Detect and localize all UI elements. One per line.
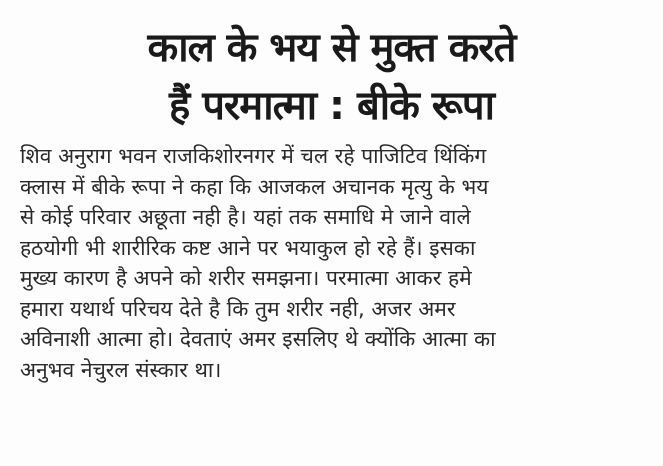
headline-line-2: हैं परमात्मा : बीके रूपा <box>169 83 494 129</box>
headline-line-1: काल के भय से मुक्त करते <box>147 25 516 71</box>
body-line: हमारा यथार्थ परिचय देते है कि तुम शरीर नही, अजर अमर <box>20 296 456 321</box>
body-line: क्लास में बीके रूपा ने कहा कि आजकल अचानक मृत्यु के भय <box>20 174 489 199</box>
body-line: अनुभव नेचुरल संस्कार था। <box>20 357 222 382</box>
body-line: अविनाशी आत्मा हो। देवताएं अमर इसलिए थे क्योंकि आत्मा का <box>20 327 496 351</box>
body-line: हठयोगी भी शारीरिक कष्ट आने पर भयाकुल हो रहे हैं। इसका <box>20 235 476 260</box>
article-body <box>20 141 645 385</box>
body-line: शिव अनुराग भवन राजकिशोरनगर में चल रहे पाजिटिव थिंकिंग <box>20 144 487 168</box>
body-line: से कोई परिवार अछूता नही है। यहां तक समाधि मे जाने वाले <box>20 205 471 229</box>
body-line: मुख्य कारण है अपने को शरीर समझना। परमात्मा आकर हमे <box>20 266 472 290</box>
